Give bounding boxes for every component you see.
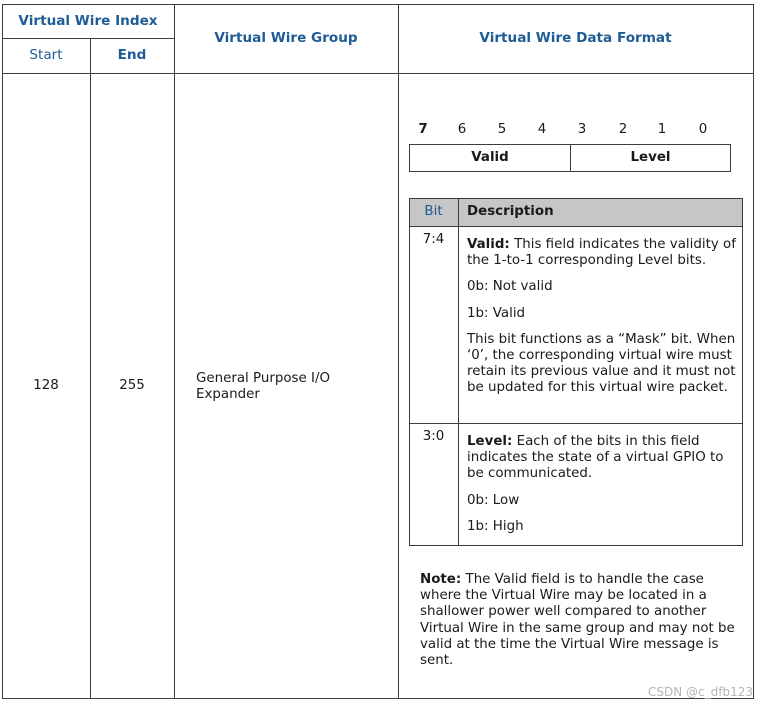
desc-table-row-divider — [409, 423, 743, 424]
desc-row-1-content — [467, 237, 737, 397]
bit-number-7: 7 — [418, 122, 428, 137]
bit-number-0: 0 — [698, 122, 708, 137]
field-level-label: Level — [630, 150, 671, 165]
desc-row-2-content — [467, 434, 737, 535]
desc-row-2-summary — [467, 434, 737, 483]
group-line-2: Expander — [196, 387, 260, 402]
table-left-border — [2, 4, 3, 699]
desc-table-bottom — [409, 545, 743, 546]
index-subheader-divider — [2, 38, 174, 39]
bit-number-6: 6 — [457, 122, 467, 137]
desc-header-bit: Bit — [424, 204, 443, 219]
desc-table-right — [742, 198, 743, 546]
bit-number-4: 4 — [537, 122, 547, 137]
table-top-border — [2, 4, 754, 5]
header-vw-format: Virtual Wire Data Format — [479, 30, 672, 46]
desc-row-1-summary — [467, 237, 737, 269]
desc-table-top — [409, 198, 743, 199]
table-right-border — [753, 4, 754, 699]
note-content — [420, 572, 746, 669]
desc-table-header-bottom — [409, 226, 743, 227]
bit-number-3: 3 — [577, 122, 587, 137]
desc-row-2-text: Each of the bits in this field indicates the state of a virtual GPIO to be communicated. — [467, 434, 724, 482]
desc-header-description: Description — [467, 204, 554, 219]
note-text: The Valid field is to handle the case where the Virtual Wire may be located in a shallower power well compared to another Virtual Wire in the same group and may not be valid at the time the Virtual Wire message is sent. — [420, 572, 735, 669]
desc-row-2-opt0: 0b: Low — [467, 492, 520, 508]
watermark-text: CSDN @c_dfb123 — [648, 685, 753, 699]
field-valid-label: Valid — [471, 150, 509, 165]
desc-row-1-title: Valid: — [467, 237, 510, 252]
desc-row-1-bit: 7:4 — [422, 232, 445, 247]
desc-row-1-extra: This bit functions as a “Mask” bit. When ‘0’, the corresponding virtual wire must retain its previous value and it must not be updated for this virtual wire packet. — [467, 331, 736, 396]
desc-row-2-opt1: 1b: High — [467, 518, 524, 534]
desc-table-left — [409, 198, 410, 546]
table-bottom-border — [2, 698, 754, 699]
desc-row-2-title: Level: — [467, 434, 513, 449]
desc-table-header-bg — [409, 198, 743, 226]
note-paragraph — [420, 572, 746, 669]
group-format-divider — [398, 4, 399, 699]
start-end-divider — [90, 38, 91, 699]
note-label: Note: — [420, 572, 462, 587]
header-end: End — [117, 47, 147, 63]
desc-row-1-opt0: 0b: Not valid — [467, 279, 553, 295]
header-start: Start — [29, 47, 63, 63]
end-group-divider — [174, 4, 175, 699]
desc-row-1-opt1: 1b: Valid — [467, 305, 526, 321]
desc-row-1-text: This field indicates the validity of the 1-to-1 corresponding Level bits. — [467, 237, 736, 269]
header-vw-group: Virtual Wire Group — [214, 30, 358, 46]
row-start-value: 128 — [33, 378, 59, 393]
group-line-1: General Purpose I/O — [196, 371, 331, 386]
desc-row-2-bit: 3:0 — [422, 429, 445, 444]
row-group-value — [196, 371, 330, 403]
header-vw-index: Virtual Wire Index — [18, 13, 158, 29]
row-end-value: 255 — [119, 378, 145, 393]
bit-number-2: 2 — [618, 122, 628, 137]
bit-number-1: 1 — [657, 122, 667, 137]
bit-number-5: 5 — [497, 122, 507, 137]
header-bottom-border — [2, 73, 754, 74]
desc-table-col-divider — [458, 198, 459, 546]
